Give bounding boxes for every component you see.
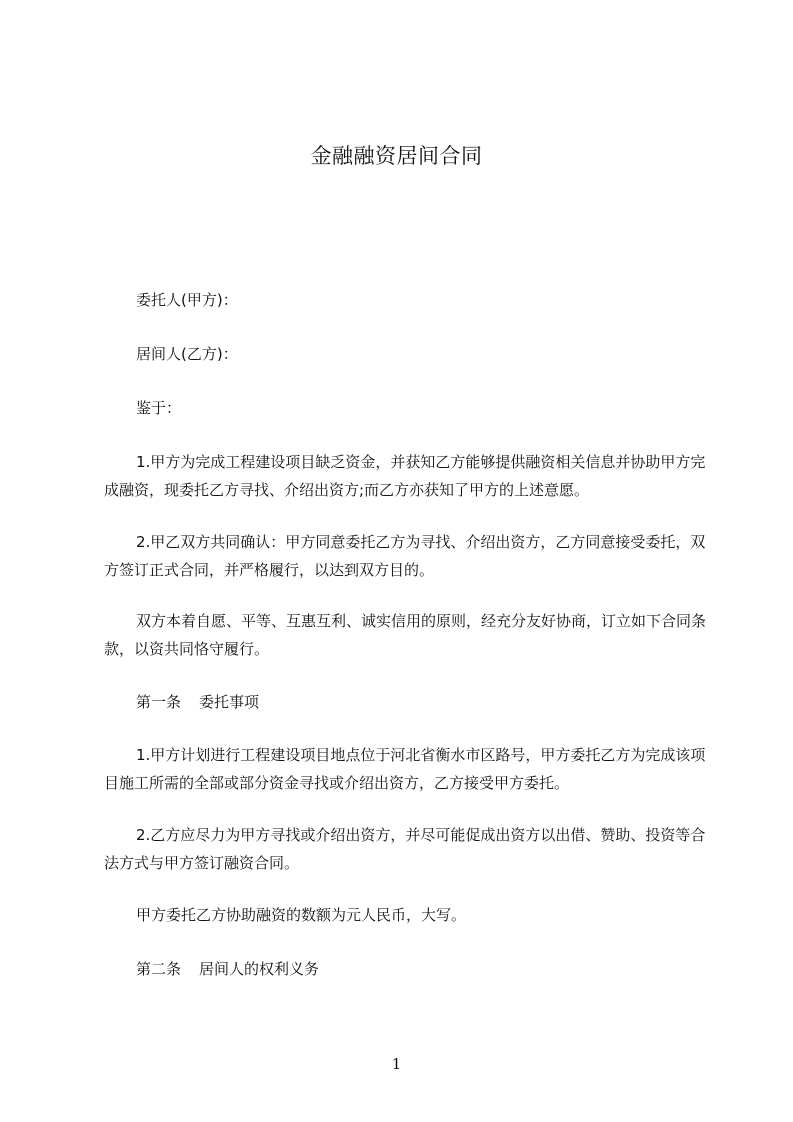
page-number: 1 — [391, 1055, 402, 1073]
entrusting-party-line: 委托人(甲方)： — [136, 291, 238, 309]
article-2-number: 第二条 — [136, 960, 182, 978]
principles-paragraph: 双方本着自愿、平等、互惠互利、诚实信用的原则，经充分友好协商，订立如下合同条款，以资共同恪守履行。 — [104, 612, 707, 658]
article-1-item-1: 1.甲方计划进行工程建设项目地点位于河北省衡水市区路号，甲方委托乙方为完成该项目施工所需的全部或部分资金寻找或介绍出资方，乙方接受甲方委托。 — [104, 746, 706, 792]
article-2-heading — [104, 955, 706, 983]
document-title: 金融融资居间合同 — [310, 144, 483, 168]
recital-2: 2.甲乙双方共同确认：甲方同意委托乙方为寻找、介绍出资方，乙方同意接受委托，双方签订正式合同，并严格履行，以达到双方目的。 — [104, 533, 706, 579]
article-1-heading — [104, 688, 706, 716]
whereas-line: 鉴于： — [136, 399, 182, 417]
financing-amount-line: 甲方委托乙方协助融资的数额为元人民币，大写。 — [136, 906, 467, 924]
article-1-item-2: 2.乙方应尽力为甲方寻找或介绍出资方，并尽可能促成出资方以出借、赞助、投资等合法方式与甲方签订融资合同。 — [104, 826, 706, 872]
article-1-number: 第一条 — [136, 693, 182, 711]
intermediary-party-line: 居间人(乙方)： — [136, 345, 238, 363]
recital-1: 1.甲方为完成工程建设项目缺乏资金，并获知乙方能够提供融资相关信息并协助甲方完成融资，现委托乙方寻找、介绍出资方;而乙方亦获知了甲方的上述意愿。 — [104, 453, 706, 499]
article-2-title: 居间人的权利义务 — [199, 960, 320, 978]
article-1-title: 委托事项 — [199, 693, 260, 711]
